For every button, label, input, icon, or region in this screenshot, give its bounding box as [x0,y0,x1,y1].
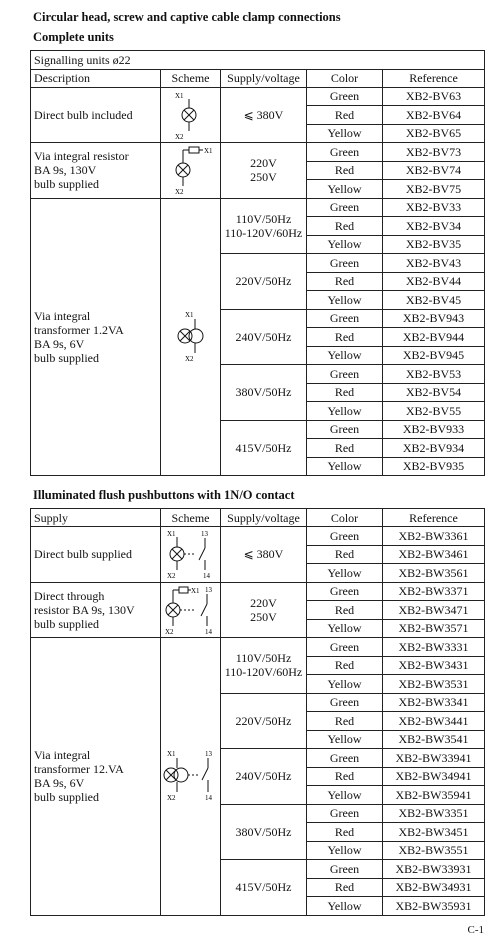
reference-cell: XB2-BV65 [383,124,485,143]
lamp-resistor-contact-symbol-icon [161,584,221,636]
voltage-line: 110-120V/60Hz [224,665,303,680]
reference-cell: XB2-BV34 [383,217,485,236]
lamp-contact-symbol-icon [163,528,219,580]
header-supply: Supply [31,509,161,527]
reference-cell: XB2-BV33 [383,198,485,217]
color-cell: Red [307,161,383,180]
reference-cell: XB2-BW3541 [383,730,485,749]
reference-cell: XB2-BV934 [383,439,485,458]
color-cell: Green [307,254,383,273]
pushbuttons-table [30,508,485,916]
color-cell: Yellow [307,897,383,916]
description-line: Via integral resistor [34,149,129,164]
color-cell: Green [307,860,383,879]
x2-label: X2 [184,354,194,363]
group-description [31,638,161,916]
color-cell: Yellow [307,124,383,143]
terminal-14-label: 14 [205,794,212,803]
description-line: Direct through [34,588,105,603]
group-voltage: 380V/50Hz [221,365,307,421]
x2-label: X2 [167,794,176,803]
reference-cell: XB2-BW3561 [383,564,485,583]
reference-cell: XB2-BV945 [383,346,485,365]
reference-cell: XB2-BV74 [383,161,485,180]
color-cell: Yellow [307,564,383,583]
reference-cell: XB2-BV35 [383,235,485,254]
color-cell: Green [307,693,383,712]
reference-cell: XB2-BW33941 [383,749,485,768]
color-cell: Yellow [307,730,383,749]
reference-cell: XB2-BW3451 [383,823,485,842]
signalling-units-table [30,50,485,476]
reference-cell: XB2-BV43 [383,254,485,273]
header-voltage: Supply/voltage [221,509,307,527]
reference-cell: XB2-BW3551 [383,841,485,860]
description-line: Via integral [34,308,91,323]
description-line: BA 9s, 6V [34,776,85,791]
description-line: bulb supplied [34,790,99,805]
description-line: transformer 1.2VA [34,322,124,337]
header-description: Description [31,69,161,87]
color-cell: Yellow [307,291,383,310]
scheme-resistor-contact [161,582,221,638]
scheme-transformer-contact [161,638,221,916]
group-voltage [221,198,307,254]
section1-subtitle: Complete units [33,30,114,44]
voltage-line: 110-120V/60Hz [224,225,303,240]
reference-cell: XB2-BW34941 [383,767,485,786]
x2-label: X2 [174,188,184,197]
x1-label: X1 [167,750,176,759]
color-cell: Red [307,601,383,620]
color-cell: Red [307,823,383,842]
group-description [31,143,161,199]
group-description [31,198,161,476]
voltage-line: 250V [250,170,277,185]
table-title: Signalling units ø22 [31,51,485,70]
header-scheme: Scheme [161,509,221,527]
description-line: Via integral [34,748,91,763]
color-cell: Green [307,638,383,657]
reference-cell: XB2-BV75 [383,180,485,199]
color-cell: Red [307,272,383,291]
reference-cell: XB2-BV44 [383,272,485,291]
group-voltage: 415V/50Hz [221,420,307,476]
header-reference: Reference [383,69,485,87]
header-color: Color [307,69,383,87]
reference-cell: XB2-BV55 [383,402,485,421]
color-cell: Red [307,439,383,458]
reference-cell: XB2-BW35941 [383,786,485,805]
terminal-13-label: 13 [205,750,212,759]
description-line: BA 9s, 6V [34,336,85,351]
scheme-resistor [161,143,221,199]
color-cell: Red [307,712,383,731]
description-line: BA 9s, 130V [34,163,97,178]
reference-cell: XB2-BW34931 [383,878,485,897]
group-voltage: ⩽ 380V [221,527,307,583]
color-cell: Green [307,804,383,823]
color-cell: Red [307,545,383,564]
x1-label: X1 [174,91,184,100]
voltage-line: 110V/50Hz [235,211,292,226]
color-cell: Green [307,749,383,768]
reference-cell: XB2-BW3371 [383,582,485,601]
header-voltage: Supply/voltage [221,69,307,87]
description-line: resistor BA 9s, 130V [34,602,135,617]
color-cell: Yellow [307,457,383,476]
color-cell: Red [307,767,383,786]
color-cell: Yellow [307,346,383,365]
color-cell: Yellow [307,786,383,805]
x1-label: X1 [184,310,194,319]
reference-cell: XB2-BV943 [383,309,485,328]
group-voltage: 220V/50Hz [221,254,307,310]
color-cell: Green [307,143,383,162]
color-cell: Red [307,656,383,675]
terminal-13-label: 13 [200,530,208,539]
group-voltage: 240V/50Hz [221,309,307,365]
group-description: Direct bulb included [31,87,161,143]
color-cell: Red [307,878,383,897]
voltage-line: 220V [250,595,277,610]
header-scheme: Scheme [161,69,221,87]
reference-cell: XB2-BW3571 [383,619,485,638]
group-voltage [221,143,307,199]
x1-label: X1 [191,586,200,595]
header-color: Color [307,509,383,527]
reference-cell: XB2-BV45 [383,291,485,310]
description-line: transformer 12.VA [34,762,124,777]
reference-cell: XB2-BV935 [383,457,485,476]
reference-cell: XB2-BV944 [383,328,485,347]
reference-cell: XB2-BW35931 [383,897,485,916]
group-voltage: 220V/50Hz [221,693,307,749]
color-cell: Yellow [307,841,383,860]
color-cell: Green [307,527,383,546]
group-voltage: ⩽ 380V [221,87,307,143]
group-voltage: 240V/50Hz [221,749,307,805]
scheme-transformer [161,198,221,476]
color-cell: Green [307,365,383,384]
reference-cell: XB2-BW3471 [383,601,485,620]
description-line: bulb supplied [34,350,99,365]
reference-cell: XB2-BV53 [383,365,485,384]
reference-cell: XB2-BW33931 [383,860,485,879]
scheme-direct-bulb-contact [161,527,221,583]
lamp-symbol-icon [171,89,211,141]
color-cell: Green [307,309,383,328]
terminal-13-label: 13 [205,585,212,594]
page-number: C-1 [467,924,484,936]
reference-cell: XB2-BV73 [383,143,485,162]
x1-label: X1 [166,530,176,539]
color-cell: Yellow [307,619,383,638]
color-cell: Green [307,198,383,217]
color-cell: Yellow [307,402,383,421]
group-voltage [221,638,307,694]
color-cell: Green [307,420,383,439]
x1-label: X1 [203,147,213,156]
group-voltage [221,582,307,638]
terminal-14-label: 14 [202,572,210,581]
color-cell: Red [307,217,383,236]
reference-cell: XB2-BW3341 [383,693,485,712]
reference-cell: XB2-BW3331 [383,638,485,657]
scheme-direct-bulb [161,87,221,143]
color-cell: Yellow [307,180,383,199]
reference-cell: XB2-BW3351 [383,804,485,823]
color-cell: Green [307,87,383,106]
section1-title: Circular head, screw and captive cable clamp connections [33,10,341,24]
lamp-resistor-symbol-icon [165,144,217,196]
section2-title: Illuminated flush pushbuttons with 1N/O contact [33,488,295,502]
description-line: bulb supplied [34,177,99,192]
group-description [31,582,161,638]
terminal-14-label: 14 [205,627,212,636]
color-cell: Red [307,106,383,125]
header-reference: Reference [383,509,485,527]
color-cell: Green [307,582,383,601]
reference-cell: XB2-BV64 [383,106,485,125]
reference-cell: XB2-BW3441 [383,712,485,731]
reference-cell: XB2-BV63 [383,87,485,106]
color-cell: Red [307,328,383,347]
reference-cell: XB2-BW3361 [383,527,485,546]
voltage-line: 220V [250,156,277,171]
group-voltage: 415V/50Hz [221,860,307,916]
voltage-line: 250V [250,609,277,624]
color-cell: Red [307,383,383,402]
x2-label: X2 [166,572,176,581]
voltage-line: 110V/50Hz [235,651,292,666]
reference-cell: XB2-BV54 [383,383,485,402]
x2-label: X2 [165,627,174,636]
reference-cell: XB2-BW3431 [383,656,485,675]
group-description: Direct bulb supplied [31,527,161,583]
color-cell: Yellow [307,675,383,694]
x2-label: X2 [174,132,184,141]
description-line: bulb supplied [34,616,99,631]
reference-cell: XB2-BW3531 [383,675,485,694]
lamp-transformer-contact-symbol-icon [161,748,221,804]
group-voltage: 380V/50Hz [221,804,307,860]
lamp-transformer-symbol-icon [169,309,213,365]
reference-cell: XB2-BW3461 [383,545,485,564]
color-cell: Yellow [307,235,383,254]
reference-cell: XB2-BV933 [383,420,485,439]
